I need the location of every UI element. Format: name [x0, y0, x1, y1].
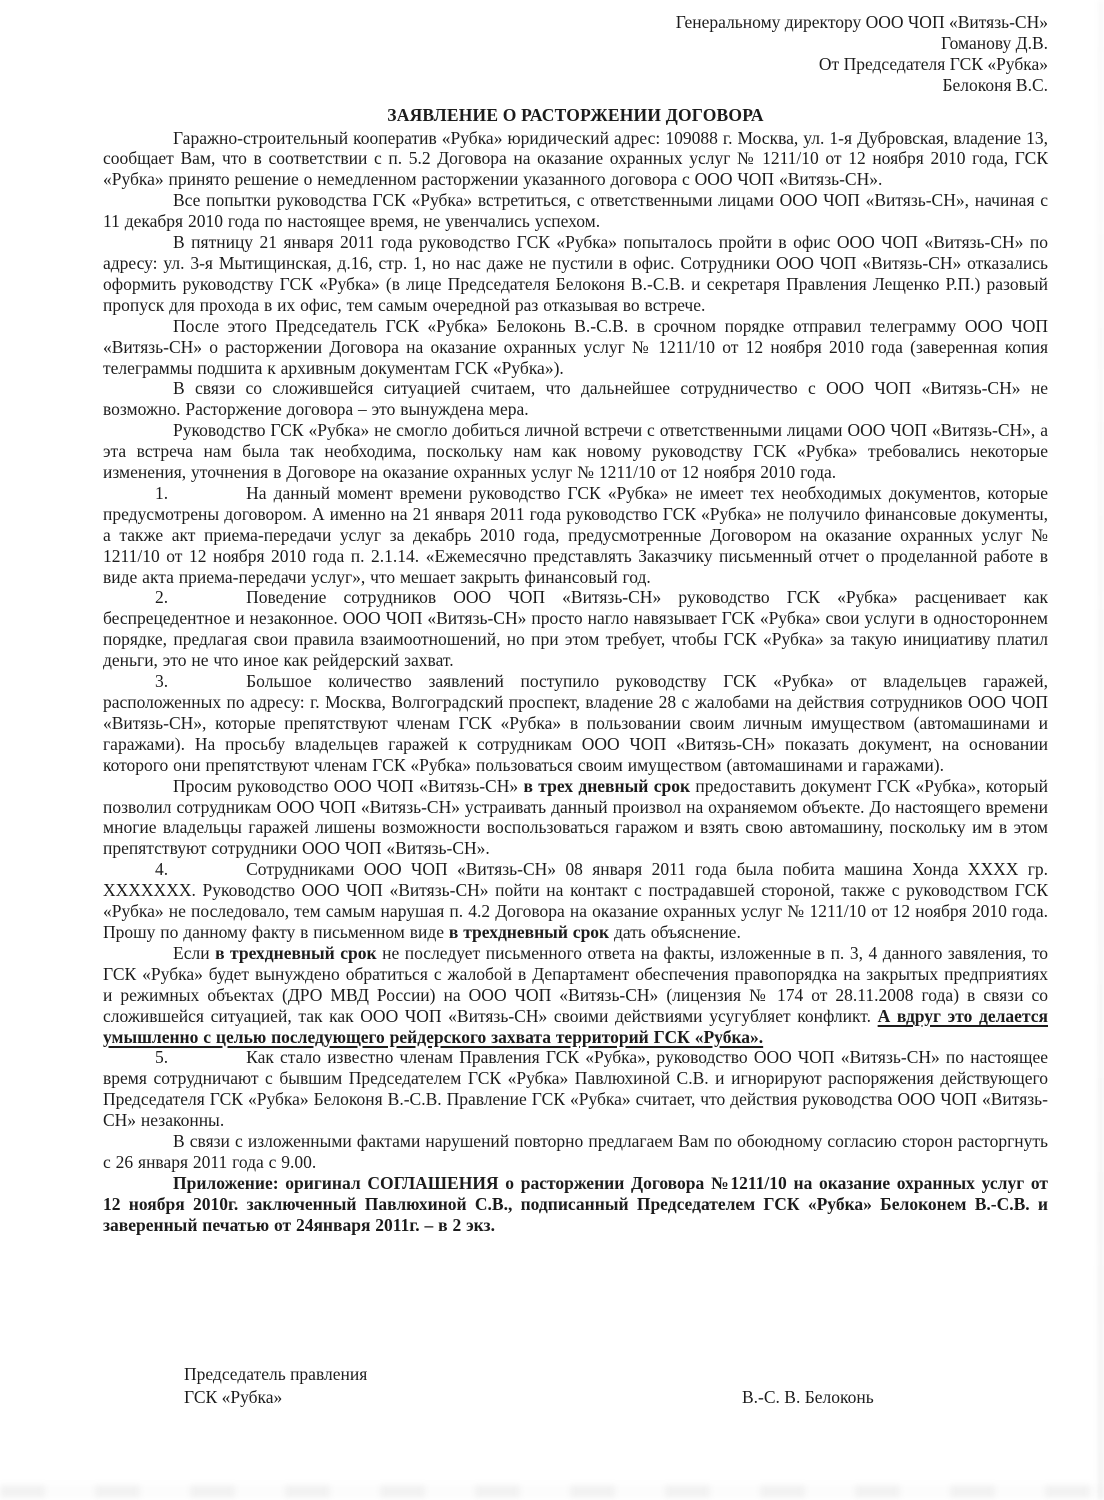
- text-segment: После этого Председатель ГСК «Рубка» Белоконь В.-С.В. в срочном порядке отправил телеграмму ООО ЧОП «Витязь-СН» о расторжении Договора на оказание охранных услуг № 1211/10 от 12 ноября 2010 года (заверенная копия телеграммы подшита к архивным документам ГСК «Рубка»).: [103, 315, 1048, 378]
- paragraph: [103, 943, 1048, 1048]
- recipient-line: Гоманову Д.В.: [941, 32, 1048, 53]
- signature-org: ГСК «Рубка»: [184, 1387, 283, 1407]
- paragraph: [103, 190, 1048, 232]
- numbered-paragraph: [103, 587, 1048, 671]
- signature-row: [103, 1386, 1048, 1409]
- text-segment: Руководство ГСК «Рубка» не смогло добиться личной встречи с ответственными лицами ООО ЧОП «Витязь-СН», а эта встреча нам была так необходима, поскольку нам как новому руководству ГСК «Рубка» требовались некоторые изменения, уточнения в Договоре на оказание охранных услуг № 1211/10 от 12 ноября 2010 года.: [103, 420, 1048, 483]
- numbered-paragraph: [103, 1047, 1048, 1131]
- text-segment: Поведение сотрудников ООО ЧОП «Витязь-СН» руководство ГСК «Рубка» расценивает как беспрецедентное и незаконное. ООО ЧОП «Витязь-СН» просто нагло навязывает ГСК «Рубка» свои услуги в одностороннем порядке, предлагая свои правила взаимоотношений, но при этом требует, чтобы ГСК «Рубка» за такую инициативу платил деньги, это не что иное как рейдерский захват.: [103, 587, 1048, 671]
- text-segment: Приложение: оригинал СОГЛАШЕНИЯ о расторжении Договора №1211/10 на оказание охранных услуг от 12 ноября 2010г. заключенный Павлюхиной С.В., подписанный Председателем ГСК «Рубка» Белоконем В.-С.В. и заверенный печатью от 24января 2011г. – в 2 экз.: [103, 1172, 1048, 1235]
- text-segment: в трехдневный срок: [448, 921, 610, 942]
- text-segment: В связи со сложившейся ситуацией считаем, что дальнейшее сотрудничество с ООО ЧОП «Витязь-СН» не возможно. Расторжение договора – это вынуждена мера.: [103, 378, 1048, 420]
- paragraph: [103, 776, 1048, 860]
- recipient-line: От Председателя ГСК «Рубка»: [818, 53, 1048, 74]
- text-segment: Большое количество заявлений поступило руководству ГСК «Рубка» от владельцев гаражей, расположенных по адресу: г. Москва, Волгоградский проспект, владение 28 с жалобами на действия сотрудников ООО ЧОП «Витязь-СН», которые препятствуют членам ГСК «Рубка» в пользовании своим личным имуществом (автомашинами и гаражами). На просьбу владельцев гаражей к сотрудникам ООО ЧОП «Витязь-СН» показать документ, на основании которого они препятствуют членам ГСК «Рубка» пользоваться своим имуществом (автомашинами и гаражами).: [103, 671, 1048, 775]
- recipient-block: [103, 12, 1048, 96]
- scan-edge-artifact: [1098, 0, 1104, 1500]
- signature-name: В.-С. В. Белоконь: [742, 1387, 874, 1407]
- paragraph: [103, 316, 1048, 379]
- recipient-line: Белоконя В.С.: [942, 74, 1048, 95]
- numbered-paragraph: [103, 859, 1048, 943]
- recipient-line: Генеральному директору ООО ЧОП «Витязь-СН»: [675, 12, 1048, 32]
- text-segment: дать объяснение.: [609, 921, 741, 942]
- paragraph: [103, 1131, 1048, 1173]
- document-content: [103, 12, 1048, 1236]
- document-body: [103, 128, 1048, 1236]
- signature-role: Председатель правления: [184, 1364, 368, 1384]
- scan-noise-artifact: [0, 1485, 1104, 1498]
- paragraph: [103, 128, 1048, 191]
- paragraph: [103, 378, 1048, 420]
- list-number: 4.: [155, 859, 169, 880]
- list-number: 2.: [155, 587, 169, 608]
- text-segment: не последует письменного ответа на факты, изложенные в п. 3, 4 данного завяления, то ГСК «Рубка» будет вынуждено обратиться с жалобой в Департамент обеспечения правопорядка на закрытых предприятиях и режимных объектах (ДРО МВД России) на ООО ЧОП «Витязь-СН» (лицензия № 174 от 28.11.2008 года) в связи со сложившейся ситуацией, так как ООО ЧОП «Витязь-СН» своими действиями усугубляет конфликт.: [103, 942, 1048, 1026]
- paragraph: [103, 232, 1048, 316]
- text-segment: Как стало известно членам Правления ГСК «Рубка», руководство ООО ЧОП «Витязь-СН» по настоящее время сотрудничают с бывшим Председателем ГСК «Рубка» Павлюхиной С.В. и игнорируют распоряжения действующего Председателя ГСК «Рубка» Белоконя В.-С.В. Правление ГСК «Рубка» считает, что действия руководства ООО ЧОП «Витязь-СН» незаконны.: [103, 1047, 1048, 1131]
- document-title: ЗАЯВЛЕНИЕ О РАСТОРЖЕНИИ ДОГОВОРА: [387, 104, 764, 125]
- list-number: 1.: [155, 482, 169, 503]
- text-segment: В связи с изложенными фактами нарушений повторно предлагаем Вам по обоюдному согласию сторон расторгнуть с 26 января 2011 года с 9.00.: [103, 1131, 1048, 1172]
- text-segment: Просим руководство ООО ЧОП «Витязь-СН»: [173, 775, 524, 796]
- text-segment: Если: [173, 942, 216, 963]
- numbered-paragraph: [103, 483, 1048, 588]
- text-segment: На данный момент времени руководство ГСК «Рубка» не имеет тех необходимых документов, которые предусмотрены договором. А именно на 21 января 2011 года руководство ГСК «Рубка» не получило финансовые документы, а также акт приема-передачи услуг за декабрь 2010 года, предусмотренные Договором на оказание охранных услуг № 1211/10 от 12 ноября 2010 года п. 2.1.14. «Ежемесячно представлять Заказчику письменный отчет о проделанной работе в виде акта приема-передачи услуг», что мешает закрыть финансовый год.: [103, 482, 1048, 587]
- numbered-paragraph: [103, 671, 1048, 776]
- text-segment: В пятницу 21 января 2011 года руководство ГСК «Рубка» попыталось пройти в офис ООО ЧОП «Витязь-СН» по адресу: ул. 3-я Мытищинская, д.16, стр. 1, но нас даже не пустили в офис. Сотрудники ООО ЧОП «Витязь-СН» отказались оформить руководству ГСК «Рубка» (в лице Председателя Белоконя В.-С.В. и секретаря Правления Лещенко Р.П.) разовый пропуск для прохода в их офис, тем самым очередной раз отказывая во встрече.: [103, 232, 1048, 315]
- text-segment: Сотрудниками ООО ЧОП «Витязь-СН» 08 января 2011 года была побита машина Хонда ХХХХ гр. ХХХХХХХ. Руководство ООО ЧОП «Витязь-СН» пойти на контакт с пострадавшей стороной, также с руководством ГСК «Рубка» не последовало, тем самым нарушая п. 4.2 Договора на оказание охранных услуг № 1211/10 от 12 ноября 2010 года. Прошу по данному факту в письменном виде: [103, 859, 1048, 942]
- paragraph: [103, 1173, 1048, 1236]
- text-segment: А вдруг это делается умышленно с целью последующего рейдерского захвата территорий ГСК «Рубка».: [103, 1005, 1048, 1047]
- list-number: 3.: [155, 671, 169, 692]
- list-number: 5.: [155, 1047, 169, 1068]
- text-segment: предоставить документ ГСК «Рубка», который позволил сотрудникам ООО ЧОП «Витязь-СН» устраивать данный произвол на охраняемом объекте. До настоящего времени многие владельцы гаражей лишены возможности воспользоваться гаражом и взять свою автомашину, поскольку им в этом препятствуют сотрудники ООО ЧОП «Витязь-СН».: [103, 775, 1048, 859]
- text-segment: в трех дневный срок: [523, 775, 691, 796]
- signature-block: [103, 1363, 1048, 1409]
- text-segment: в трехдневный срок: [215, 942, 377, 963]
- text-segment: Гаражно-строительный кооператив «Рубка» юридический адрес: 109088 г. Москва, ул. 1-я Дубровская, владение 13, сообщает Вам, что в соответствии с п. 5.2 Договора на оказание охранных услуг № 1211/10 от 12 ноября 2010 года, ГСК «Рубка» принято решение о немедленном расторжении указанного договора с ООО ЧОП «Витязь-СН».: [103, 127, 1048, 190]
- paragraph: [103, 420, 1048, 483]
- text-segment: Все попытки руководства ГСК «Рубка» встретиться, с ответственными лицами ООО ЧОП «Витязь-СН», начиная с 11 декабря 2010 года по настоящее время, не увенчались успехом.: [103, 190, 1048, 232]
